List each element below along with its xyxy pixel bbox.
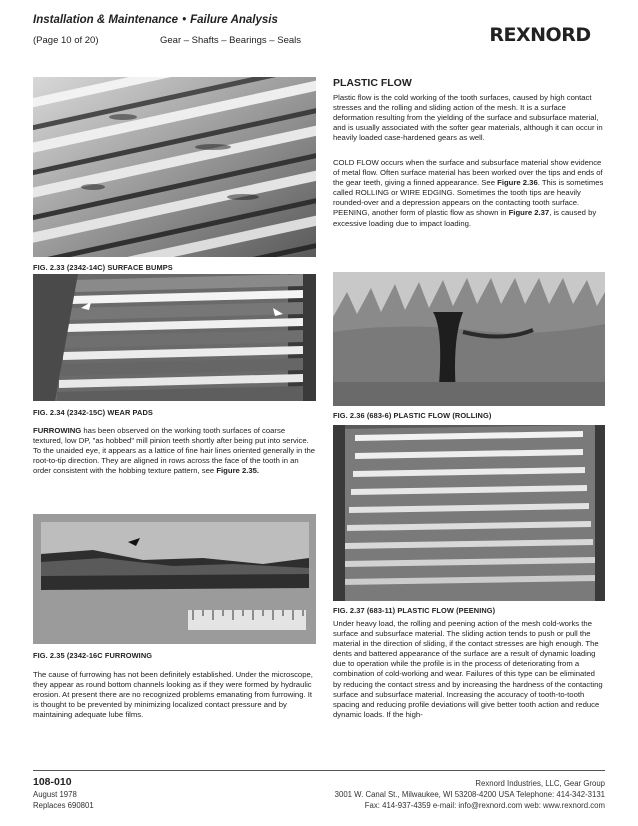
- plastic-flow-heading: PLASTIC FLOW: [333, 77, 412, 89]
- document-code: 108-010: [33, 776, 72, 788]
- fig-2-37-photo: [333, 425, 605, 601]
- furrowing-term: FURROWING: [33, 426, 82, 435]
- plastic-flow-paragraph-1: Plastic flow is the cold working of the tooth surfaces, caused by high contact stresses and the rolling and sliding action of the mesh. It is a surface deformation resulting from the yielding of the surface and subsurface material, and is usually associated with the softer gear materials, although it can occur in heavily loaded case-hardened gears as well.: [333, 93, 603, 143]
- furrowing-cause-paragraph: The cause of furrowing has not been definitely established. Under the microscope, they appear as round bottom channels looking as if they were formed by hydraulic erosion. At present there are no recognized problems emanating from furrowing. It is thought to be prevented by minimizing localized contact pressure and by maintaining adequate lube films.: [33, 670, 313, 720]
- document-title: Installation & Maintenance • Failure Analysis: [33, 14, 278, 26]
- figure-2-35-reference: Figure 2.35.: [216, 466, 260, 476]
- footer-divider: [33, 770, 605, 771]
- bullet-separator: •: [182, 14, 187, 26]
- peening-paragraph: Under heavy load, the rolling and peening action of the mesh cold-works the surface and subsurface material. The sliding action tends to push or pull the material in the direction of sliding, if the contact stresses are high enough. The dents and battered appearance of the surface are a result of dynamic loading due to operation while the profile is in the process of deteriorating from a combination of cold-working and wear. Failures of this type can be eliminated by reducing the contact stress and by increasing the hardness of the contacting surface and subsurface material. Increasing the accuracy of tooth-to-tooth spacing and reducing profile deviations will give better tooth action and reduce dynamic loads. If the high-: [333, 619, 603, 719]
- figure-2-36-reference: Figure 2.36: [497, 178, 538, 188]
- topic-line: Gear – Shafts – Bearings – Seals: [160, 35, 301, 46]
- issue-date: August 1978: [33, 790, 77, 799]
- fig-2-33-photo: [33, 77, 316, 257]
- fig-2-36-caption: FIG. 2.36 (683-6) PLASTIC FLOW (ROLLING): [333, 411, 492, 420]
- fig-2-33-caption: FIG. 2.33 (2342-14C) SURFACE BUMPS: [33, 263, 173, 272]
- fig-2-35-photo: [33, 514, 316, 644]
- plastic-flow-paragraph-2: COLD FLOW occurs when the surface and subsurface material show evidence of metal flow. Often surface material has been worked over the tips and ends of the gear teeth, giving a finned appearance. See Figure 2.36. This is sometimes called ROLLING or WIRE EDGING. Sometimes the tooth tips are heavily rounded-over and a depression appears on the contacting tooth surface. PEENING, another form of plastic flow as shown in Figure 2.37, is caused by excessive loading due to impact loading.: [333, 158, 604, 228]
- logo-wordmark: REXNORD: [489, 24, 591, 46]
- rexnord-logo: [476, 24, 604, 46]
- fig-2-35-caption: FIG. 2.35 (2342-16C FURROWING: [33, 651, 153, 660]
- fig-2-34-caption: FIG. 2.34 (2342-15C) WEAR PADS: [33, 408, 153, 417]
- company-name: Rexnord Industries, LLC, Gear Group: [475, 779, 605, 788]
- page-number: (Page 10 of 20): [33, 35, 99, 46]
- furrowing-paragraph: FURROWING has been observed on the working tooth surfaces of coarse textured, low DP, "as hobbed" mill pinion teeth shortly after being put into service. To the unaided eye, it appears as a lattice of fine hair lines oriented generally in the root-to-tip direction. They are aligned in rows across the face of the tooth in an order consistent with the hobbing texture pattern, see Figure 2.35.: [33, 426, 316, 476]
- company-contact: Fax: 414-937-4359 e-mail: info@rexnord.com web: www.rexnord.com: [364, 801, 605, 810]
- fig-2-34-photo: [33, 274, 316, 401]
- fig-2-36-photo: [333, 272, 605, 406]
- figure-2-37-reference: Figure 2.37: [508, 208, 550, 218]
- replaces-note: Replaces 690801: [33, 801, 94, 810]
- company-address: 3001 W. Canal St., Milwaukee, WI 53208-4200 USA Telephone: 414-342-3131: [334, 790, 605, 799]
- fig-2-37-caption: FIG. 2.37 (683-11) PLASTIC FLOW (PEENING): [333, 606, 496, 615]
